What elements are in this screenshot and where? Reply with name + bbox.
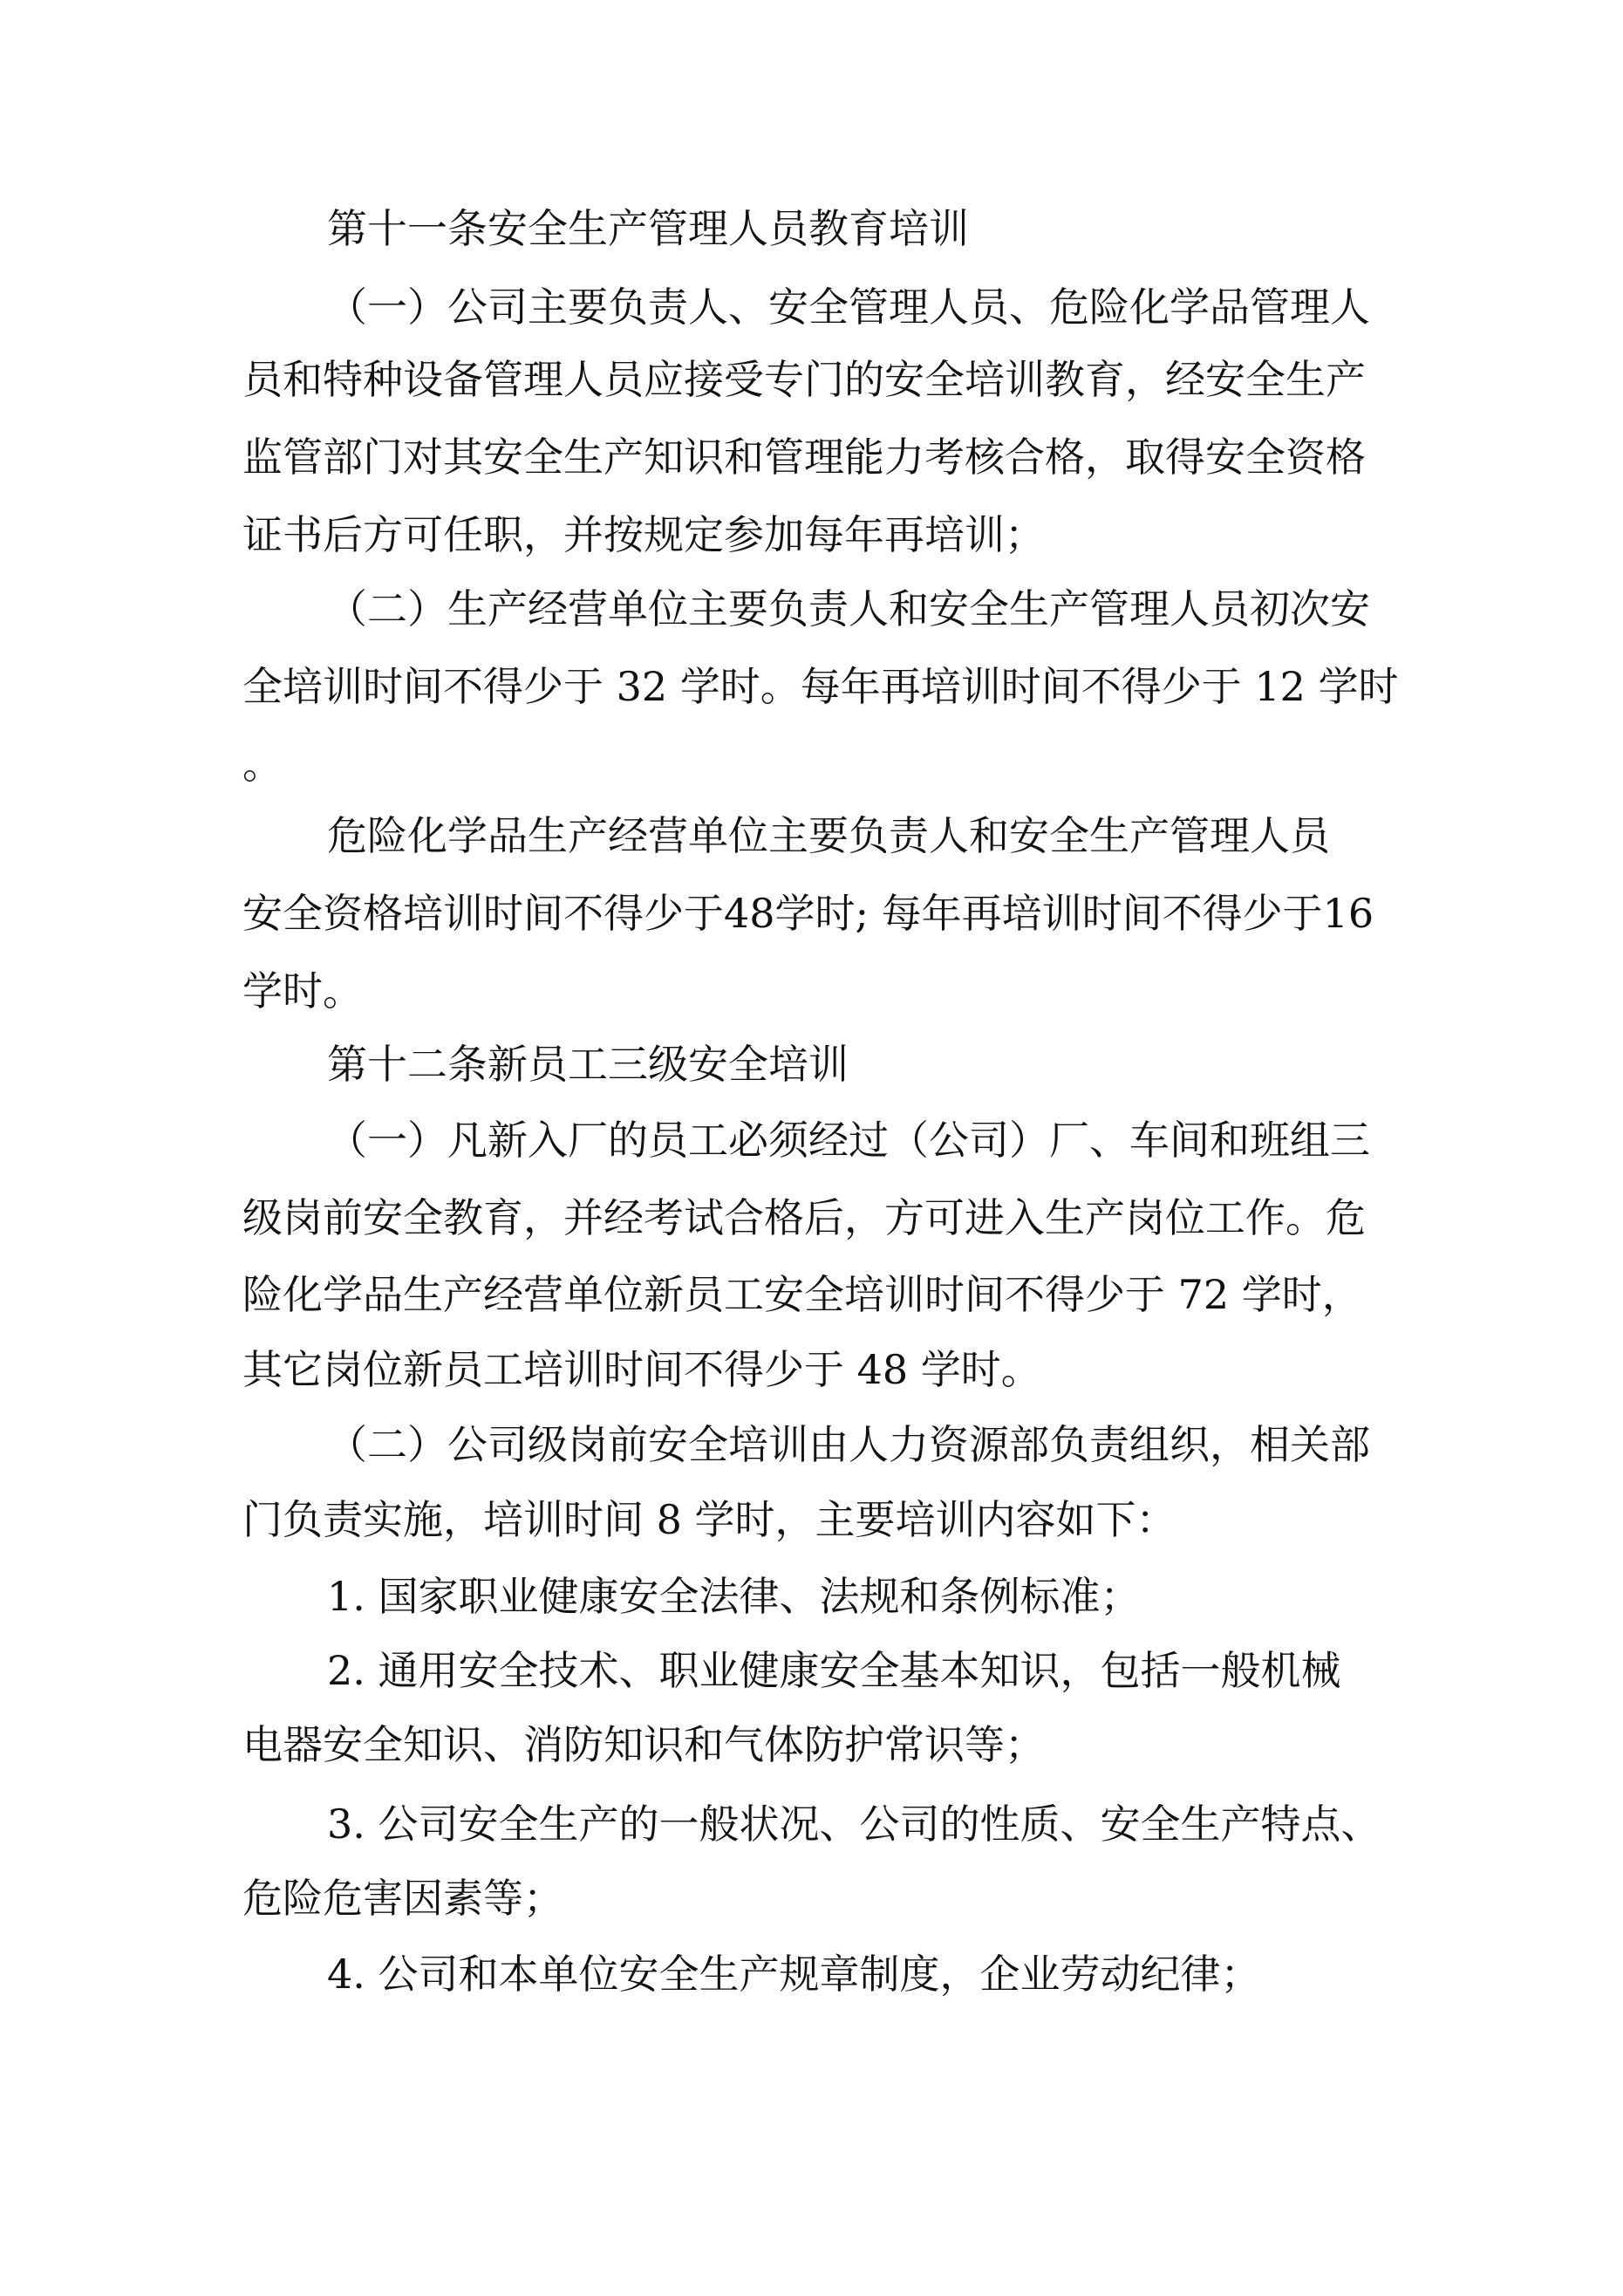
paragraph-line: 险化学品生产经营单位新员工安全培训时间不得少于 72 学时， bbox=[242, 1271, 1362, 1318]
paragraph-line: （一）凡新入厂的员工必须经过（公司）厂、车间和班组三 bbox=[327, 1117, 1370, 1164]
article-12-heading: 第十二条新员工三级安全培训 bbox=[327, 1041, 849, 1088]
paragraph-line: 安全资格培训时间不得少于48学时; 每年再培训时间不得少于16 bbox=[242, 890, 1374, 937]
article-11-heading: 第十一条安全生产管理人员教育培训 bbox=[327, 205, 969, 252]
paragraph-line: 学时。 bbox=[242, 967, 363, 1015]
paragraph-line: （二）生产经营单位主要负责人和安全生产管理人员初次安 bbox=[327, 585, 1370, 632]
list-item: 1. 国家职业健康安全法律、法规和条例标准； bbox=[327, 1573, 1141, 1620]
paragraph-line: 监管部门对其安全生产知识和管理能力考核合格，取得安全资格 bbox=[242, 434, 1366, 481]
paragraph-line: 全培训时间不得少于 32 学时。每年再培训时间不得少于 12 学时 bbox=[242, 663, 1399, 710]
paragraph-line: 员和特种设备管理人员应接受专门的安全培训教育，经安全生产 bbox=[242, 356, 1366, 403]
list-item: 4. 公司和本单位安全生产规章制度，企业劳动纪律； bbox=[327, 1951, 1261, 1998]
paragraph-line: 证书后方可任职，并按规定参加每年再培训； bbox=[242, 511, 1045, 558]
paragraph-line: （二）公司级岗前安全培训由人力资源部负责组织，相关部 bbox=[327, 1421, 1370, 1468]
list-item: 2. 通用安全技术、职业健康安全基本知识，包括一般机械 bbox=[327, 1647, 1341, 1694]
paragraph-line: （一）公司主要负责人、安全管理人员、危险化学品管理人 bbox=[327, 284, 1370, 331]
list-item-continuation: 危险危害因素等； bbox=[242, 1875, 563, 1922]
paragraph-line: 危险化学品生产经营单位主要负责人和安全生产管理人员 bbox=[327, 812, 1330, 859]
list-item: 3. 公司安全生产的一般状况、公司的性质、安全生产特点、 bbox=[327, 1801, 1381, 1848]
paragraph-line: 级岗前安全教育，并经考试合格后，方可进入生产岗位工作。危 bbox=[242, 1194, 1366, 1241]
paragraph-line: 其它岗位新员工培训时间不得少于 48 学时。 bbox=[242, 1346, 1041, 1393]
list-item-continuation: 电器安全知识、消防知识和气体防护常识等； bbox=[242, 1721, 1045, 1768]
paragraph-line: 门负责实施，培训时间 8 学时，主要培训内容如下： bbox=[242, 1496, 1176, 1543]
paragraph-line: 。 bbox=[242, 741, 283, 788]
